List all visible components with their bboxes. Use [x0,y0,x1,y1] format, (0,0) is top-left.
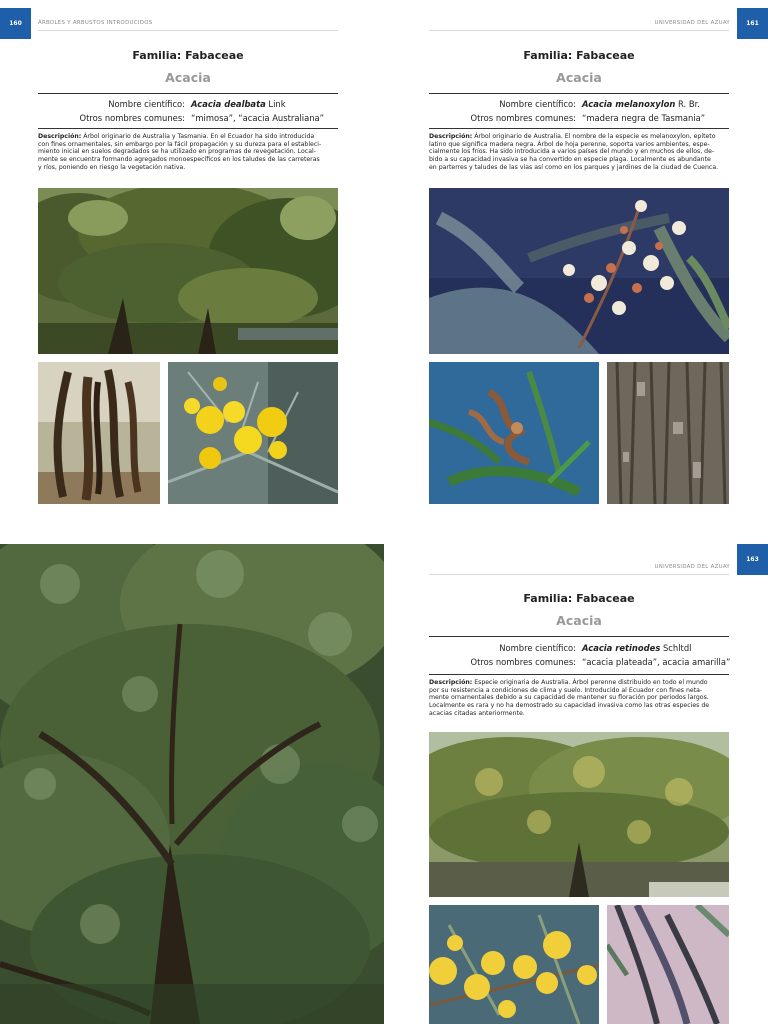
description: Descripción: Árbol originario de Australia y Tasmania. En el Ecuador ha sido introducida con fines ornamentales, sin embargo por la fácil propagación y su dureza para el estableci- miento inicial en suelos degradados se ha utilizado en programas de revegetación. Local- mente se encuentra formando agregados monoespecíficos en los taludes de las carreteras y ríos, poniendo en riesgo la vegetación nativa. [38,133,322,171]
top-rule [429,636,729,637]
header-line [429,30,729,31]
page-161 [384,0,768,512]
bottom-rule [429,128,729,129]
description-label: Descripción: [38,133,82,140]
page-number: 163 [737,544,768,575]
running-head: UNIVERSIDAD DEL AZUAY [654,564,730,570]
common-names: “madera negra de Tasmania” [582,113,706,123]
genus-heading: Acacia [165,70,211,85]
flowering-branch-photo [429,188,729,354]
scientific-name-row [38,99,338,110]
common-names-row [38,113,338,124]
scientific-author: R. Br. [678,99,700,109]
scientific-name-row [429,643,729,654]
common-names: “mimosa”, “acacia Australiana” [191,113,325,123]
running-head: ÁRBOLES Y ARBUSTOS INTRODUCIDOS [38,20,153,26]
scientific-author: Schltdl [662,643,692,653]
top-rule [38,93,338,94]
full-tree-photo [0,544,384,1024]
top-rule [429,93,729,94]
scientific-name: Acacia melanoxylon [582,99,676,109]
family-heading: Familia: Fabaceae [523,49,635,62]
page-number: 160 [0,8,31,39]
yellow-flowers-photo [429,905,599,1024]
scientific-name-row [429,99,729,110]
description-label: Descripción: [429,133,473,140]
bottom-rule [429,674,729,675]
twisted-pods-photo [429,362,599,504]
family-heading: Familia: Fabaceae [132,49,244,62]
tree-photo [38,188,338,354]
bottom-rule [38,128,338,129]
description: Descripción: Árbol originario de Australia. El nombre de la especie es melanoxylon, epíteto latino que significa madera negra. Árbol de hoja perenne, soporta varios ambientes, espe- cialmente los fríos. Ha sido introducida a varios países del mundo y en muchos de ellos, de- bido a su capacidad invasiva se ha convertido en especie plaga. Localmente es abundante en parterres y taludes de las vías así como en los parques y jardines de la ciudad de Cuenca. [429,133,719,171]
header-line [429,574,729,575]
scientific-author: Link [268,99,286,109]
scientific-name: Acacia retinodes [582,643,661,653]
common-names-label: Otros nombres comunes: [79,113,185,123]
seed-pods-photo [38,362,160,504]
genus-heading: Acacia [556,613,602,628]
bark-photo [607,362,729,504]
common-names-row [429,113,729,124]
running-head: UNIVERSIDAD DEL AZUAY [654,20,730,26]
scientific-name-label: Nombre científico: [499,643,576,653]
header-line [38,30,338,31]
common-names-label: Otros nombres comunes: [470,657,576,667]
yellow-flowers-photo [168,362,338,504]
description: Descripción: Especie originaria de Australia. Árbol perenne distribuido en todo el mundo por su resistencia a condiciones de clima y suelo. Introducido al Ecuador con fines neta- mente ornamentales debido a su capacidad de mantener su floración por periodos largos. Localmente es rara y no ha demostrado su capacidad invasiva como las otras especies de acacias citadas anteriormente. [429,679,710,717]
scientific-name-label: Nombre científico: [499,99,576,109]
family-heading: Familia: Fabaceae [523,592,635,605]
seed-pods-photo [607,905,729,1024]
page-160 [0,0,384,512]
common-names-label: Otros nombres comunes: [470,113,576,123]
page-number: 161 [737,8,768,39]
page-163 [384,544,768,1024]
common-names: “acacia plateada”, acacia amarilla” [582,657,731,667]
scientific-name: Acacia dealbata [191,99,266,109]
common-names-row [429,657,729,668]
scientific-name-label: Nombre científico: [108,99,185,109]
genus-heading: Acacia [556,70,602,85]
description-label: Descripción: [429,679,473,686]
tree-photo [429,732,729,897]
